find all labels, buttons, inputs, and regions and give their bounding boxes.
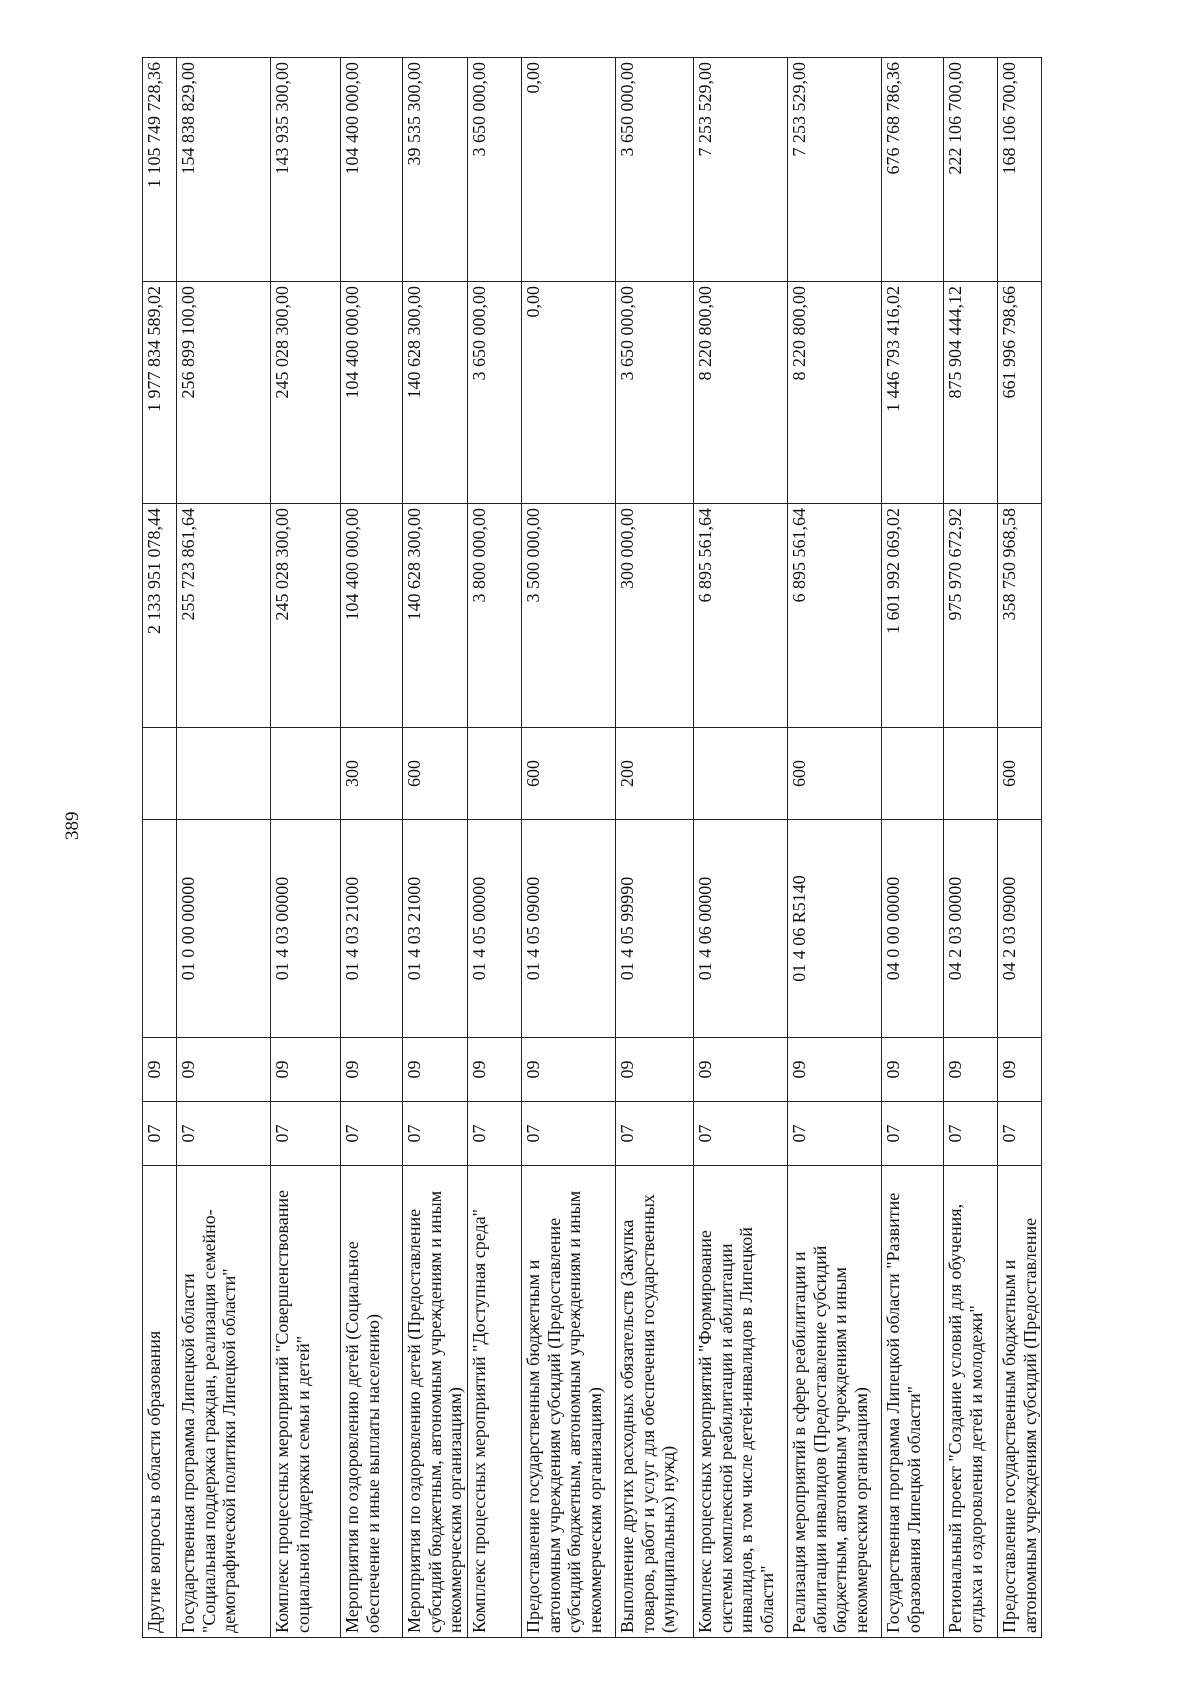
- row-name: Предоставление государственным бюджетным и автономным учреждениям субсидий (Предоставление субсидий бюджетным, автономным учреждениям и иным некоммерческим организациям): [522, 1166, 616, 1638]
- row-name: Государственная программа Липецкой области "Социальная поддержка граждан, реализация семейно-демографической политики Липецкой области": [177, 1166, 271, 1638]
- table-row: [341, 58, 403, 1638]
- subsection-code: 09: [788, 1038, 882, 1102]
- sum-year-1: 6 895 561,64: [694, 504, 788, 728]
- target-article-code: 01 4 06 R5140: [788, 820, 882, 1038]
- section-code: 07: [271, 1102, 341, 1166]
- section-code: 07: [143, 1102, 177, 1166]
- sum-year-1: 245 028 300,00: [271, 504, 341, 728]
- table-row: [616, 58, 694, 1638]
- subsection-code: 09: [944, 1038, 998, 1102]
- target-article-code: 04 2 03 00000: [944, 820, 998, 1038]
- sum-year-3: 3 650 000,00: [616, 58, 694, 282]
- expense-type-code: [694, 728, 788, 820]
- section-code: 07: [998, 1102, 1042, 1166]
- expense-type-code: [271, 728, 341, 820]
- sum-year-3: 39 535 300,00: [403, 58, 468, 282]
- row-name: Региональный проект "Создание условий для обучения, отдыха и оздоровления детей и молодежи": [944, 1166, 998, 1638]
- section-code: 07: [944, 1102, 998, 1166]
- expense-type-code: 600: [522, 728, 616, 820]
- subsection-code: 09: [882, 1038, 944, 1102]
- sum-year-3: 7 253 529,00: [694, 58, 788, 282]
- expense-type-code: 600: [403, 728, 468, 820]
- expense-type-code: 200: [616, 728, 694, 820]
- target-article-code: 04 0 00 00000: [882, 820, 944, 1038]
- target-article-code: 01 4 05 99990: [616, 820, 694, 1038]
- budget-table: [142, 57, 1042, 1638]
- target-article-code: 01 4 03 21000: [341, 820, 403, 1038]
- sum-year-1: 255 723 861,64: [177, 504, 271, 728]
- target-article-code: [143, 820, 177, 1038]
- section-code: 07: [694, 1102, 788, 1166]
- subsection-code: 09: [143, 1038, 177, 1102]
- row-name: Комплекс процессных мероприятий "Доступная среда": [468, 1166, 522, 1638]
- expense-type-code: [177, 728, 271, 820]
- row-name: Комплекс процессных мероприятий "Формирование системы комплексной реабилитации и абилитации инвалидов, в том числе детей-инвалидов в Липецкой области": [694, 1166, 788, 1638]
- section-code: 07: [788, 1102, 882, 1166]
- subsection-code: 09: [177, 1038, 271, 1102]
- sum-year-1: 3 800 000,00: [468, 504, 522, 728]
- sum-year-3: 7 253 529,00: [788, 58, 882, 282]
- section-code: 07: [882, 1102, 944, 1166]
- sum-year-2: 256 899 100,00: [177, 282, 271, 504]
- table-row: [177, 58, 271, 1638]
- sum-year-2: 3 650 000,00: [468, 282, 522, 504]
- target-article-code: 01 4 05 09000: [522, 820, 616, 1038]
- subsection-code: 09: [403, 1038, 468, 1102]
- table-body: [143, 58, 1042, 1638]
- row-name: Предоставление государственным бюджетным и автономным учреждениям субсидий (Предоставление: [998, 1166, 1042, 1638]
- target-article-code: 01 4 06 00000: [694, 820, 788, 1038]
- table-row: [522, 58, 616, 1638]
- sum-year-3: 676 768 786,36: [882, 58, 944, 282]
- sum-year-2: 8 220 800,00: [788, 282, 882, 504]
- sum-year-1: 300 000,00: [616, 504, 694, 728]
- sum-year-2: 3 650 000,00: [616, 282, 694, 504]
- expense-type-code: [882, 728, 944, 820]
- expense-type-code: 600: [998, 728, 1042, 820]
- sum-year-1: 104 400 000,00: [341, 504, 403, 728]
- sum-year-2: 8 220 800,00: [694, 282, 788, 504]
- sum-year-2: 104 400 000,00: [341, 282, 403, 504]
- sum-year-2: 140 628 300,00: [403, 282, 468, 504]
- table-row: [694, 58, 788, 1638]
- sum-year-3: 104 400 000,00: [341, 58, 403, 282]
- row-name: Комплекс процессных мероприятий "Совершенствование социальной поддержки семьи и детей": [271, 1166, 341, 1638]
- subsection-code: 09: [271, 1038, 341, 1102]
- sum-year-1: 3 500 000,00: [522, 504, 616, 728]
- target-article-code: 01 0 00 00000: [177, 820, 271, 1038]
- sum-year-2: 875 904 444,12: [944, 282, 998, 504]
- expense-type-code: 600: [788, 728, 882, 820]
- sum-year-2: 661 996 798,66: [998, 282, 1042, 504]
- expense-type-code: [944, 728, 998, 820]
- section-code: 07: [341, 1102, 403, 1166]
- table-row: [944, 58, 998, 1638]
- subsection-code: 09: [341, 1038, 403, 1102]
- expense-type-code: [143, 728, 177, 820]
- sum-year-3: 222 106 700,00: [944, 58, 998, 282]
- table-row: [998, 58, 1042, 1638]
- row-name: Государственная программа Липецкой области "Развитие образования Липецкой области": [882, 1166, 944, 1638]
- section-code: 07: [177, 1102, 271, 1166]
- subsection-code: 09: [998, 1038, 1042, 1102]
- sum-year-1: 975 970 672,92: [944, 504, 998, 728]
- target-article-code: 04 2 03 09000: [998, 820, 1042, 1038]
- page-number: 389: [62, 811, 83, 840]
- sum-year-2: 0,00: [522, 282, 616, 504]
- target-article-code: 01 4 03 00000: [271, 820, 341, 1038]
- subsection-code: 09: [522, 1038, 616, 1102]
- sum-year-2: 245 028 300,00: [271, 282, 341, 504]
- sum-year-3: 154 838 829,00: [177, 58, 271, 282]
- row-name: Выполнение других расходных обязательств (Закупка товаров, работ и услуг для обеспечения государственных (муниципальных) нужд): [616, 1166, 694, 1638]
- sum-year-1: 2 133 951 078,44: [143, 504, 177, 728]
- table-row: [788, 58, 882, 1638]
- target-article-code: 01 4 05 00000: [468, 820, 522, 1038]
- section-code: 07: [616, 1102, 694, 1166]
- sum-year-3: 168 106 700,00: [998, 58, 1042, 282]
- table-row: [403, 58, 468, 1638]
- sum-year-1: 6 895 561,64: [788, 504, 882, 728]
- budget-table-container: [142, 58, 1042, 1638]
- row-name: Мероприятия по оздоровлению детей (Социальное обеспечение и иные выплаты населению): [341, 1166, 403, 1638]
- sum-year-3: 143 935 300,00: [271, 58, 341, 282]
- subsection-code: 09: [468, 1038, 522, 1102]
- section-code: 07: [468, 1102, 522, 1166]
- row-name: Другие вопросы в области образования: [143, 1166, 177, 1638]
- target-article-code: 01 4 03 21000: [403, 820, 468, 1038]
- table-row: [882, 58, 944, 1638]
- expense-type-code: 300: [341, 728, 403, 820]
- section-code: 07: [403, 1102, 468, 1166]
- table-row: [271, 58, 341, 1638]
- section-code: 07: [522, 1102, 616, 1166]
- sum-year-1: 358 750 968,58: [998, 504, 1042, 728]
- table-row: [468, 58, 522, 1638]
- sum-year-1: 140 628 300,00: [403, 504, 468, 728]
- row-name: Мероприятия по оздоровлению детей (Предоставление субсидий бюджетным, автономным учреждениям и иным некоммерческим организациям): [403, 1166, 468, 1638]
- expense-type-code: [468, 728, 522, 820]
- sum-year-3: 0,00: [522, 58, 616, 282]
- row-name: Реализация мероприятий в сфере реабилитации и абилитации инвалидов (Предоставление субсидий бюджетным, автономным учреждениям и иным некоммерческим организациям): [788, 1166, 882, 1638]
- sum-year-1: 1 601 992 069,02: [882, 504, 944, 728]
- table-row: [143, 58, 177, 1638]
- sum-year-3: 3 650 000,00: [468, 58, 522, 282]
- sum-year-2: 1 977 834 589,02: [143, 282, 177, 504]
- sum-year-2: 1 446 793 416,02: [882, 282, 944, 504]
- subsection-code: 09: [616, 1038, 694, 1102]
- subsection-code: 09: [694, 1038, 788, 1102]
- sum-year-3: 1 105 749 728,36: [143, 58, 177, 282]
